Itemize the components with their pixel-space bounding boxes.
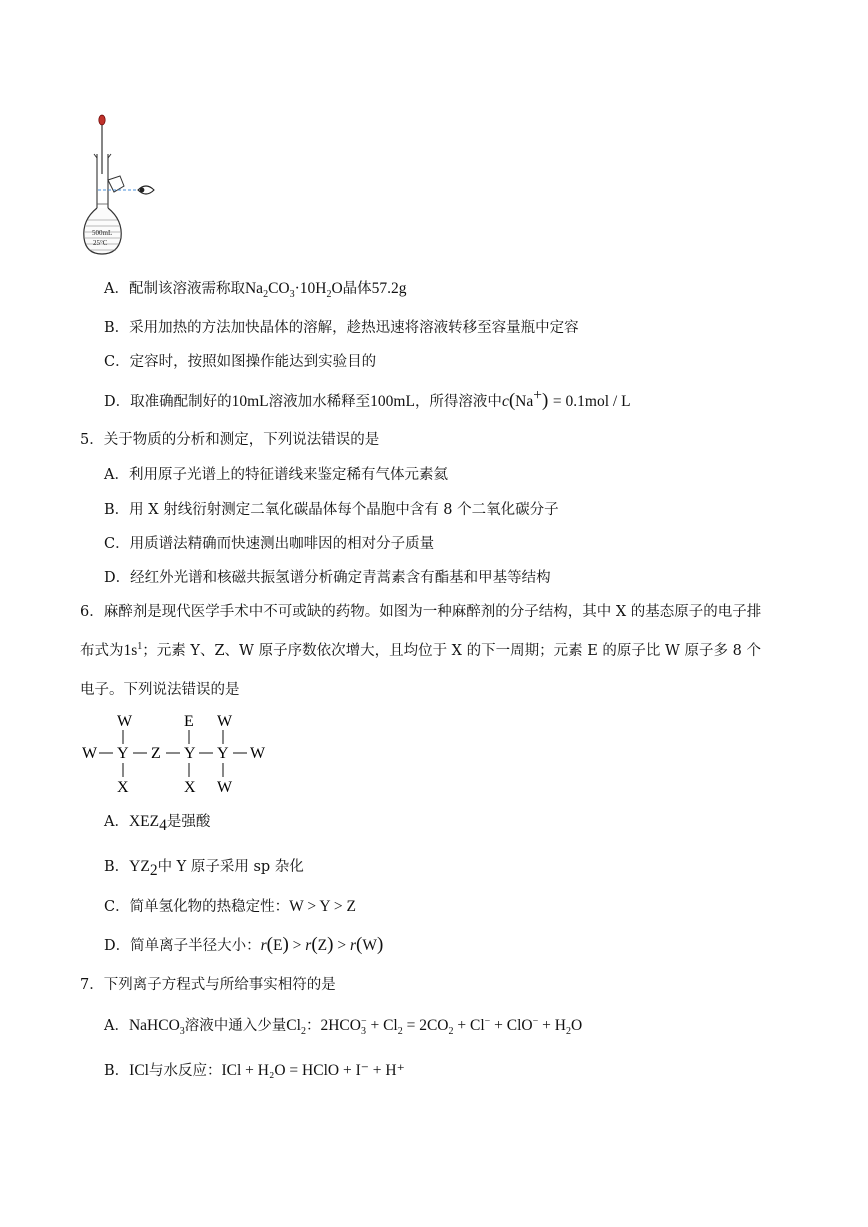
atom-bottom-x1: X — [117, 779, 129, 796]
atom-top-e: E — [184, 713, 194, 730]
q6-option-b: B．$YZ_2$中 Y 原子采用 sp 杂化 — [104, 858, 304, 879]
q4-option-d: D．取准确配制好的10mL溶液加水稀释至100mL，所得溶液中c(Na+) = 0.1mol / L — [104, 387, 631, 411]
atom-top-w2: W — [217, 713, 233, 730]
q6-stem-line1: 6．麻醉剂是现代医学手术中不可或缺的药物。如图为一种麻醉剂的分子结构，其中 X 的基态原子的电子排 — [80, 604, 762, 620]
q5-option-b: B．用 X 射线衍射测定二氧化碳晶体每个晶胞中含有 8 个二氧化碳分子 — [104, 502, 559, 518]
q6-option-c: C．简单氢化物的热稳定性：W > Y > Z — [104, 898, 356, 915]
q6-option-a: A．$XEZ_4$是强酸 — [104, 813, 211, 834]
atom-top-w1: W — [117, 713, 133, 730]
q4-option-c: C．定容时，按照如图操作能达到实验目的 — [104, 354, 377, 370]
atom-mid-z: Z — [151, 745, 161, 762]
atom-bottom-x2: X — [184, 779, 196, 796]
dropper-bulb — [99, 115, 105, 125]
volumetric-flask-figure — [78, 108, 168, 260]
q7-option-a: A．NaHCO$_3$溶液中通入少量$Cl_2$：$2HCO_3^- + Cl_2 = 2CO_2 + Cl^- + ClO^- + H_2O$ — [104, 1015, 583, 1038]
q4-option-a — [104, 279, 407, 299]
q5-option-a: A．利用原子光谱上的特征谱线来鉴定稀有气体元素氦 — [104, 467, 448, 483]
q7-stem: 7．下列离子方程式与所给事实相符的是 — [80, 977, 336, 993]
molecular-structure — [80, 710, 280, 798]
eye-icon — [138, 186, 154, 194]
q6-option-d: D．简单离子半径大小：r(E) > r(Z) > r(W) — [104, 934, 384, 955]
q4-option-b: B．采用加热的方法加快晶体的溶解，趁热迅速将溶液转移至容量瓶中定容 — [104, 320, 579, 336]
q5-option-c: C．用质谱法精确而快速测出咖啡因的相对分子质量 — [104, 536, 435, 552]
q4-a-suffix: 晶体 — [342, 281, 372, 297]
q7-option-b: B．ICl与水反应：ICl + H₂O = HClO + I⁻ + H⁺ — [104, 1062, 405, 1079]
atom-mid-y2: Y — [184, 745, 196, 762]
atom-bottom-w: W — [217, 779, 233, 796]
atom-mid-y3: Y — [217, 745, 229, 762]
q5-option-d: D．经红外光谱和核磁共振氢谱分析确定青蒿素含有酯基和甲基等结构 — [104, 570, 551, 586]
q6-stem-line2: 布式为$1s^1$；元素 Y、Z、W 原子序数依次增大，且均位于 X 的下一周期；元素 E 的原子比 W 原子多 8 个 — [80, 640, 761, 659]
q4-a-mass: 57.2g — [371, 280, 407, 297]
q4-a-formula: $Na_2CO_3\cdot 10H_2O$ — [244, 280, 343, 301]
flask-volume-label: 500mL — [92, 229, 113, 237]
atom-mid-y1: Y — [117, 745, 129, 762]
atom-mid-w2: W — [250, 745, 266, 762]
q5-stem: 5．关于物质的分析和测定，下列说法错误的是 — [80, 432, 380, 448]
flask-temp-label: 25°C — [93, 239, 108, 247]
q4-a-text: A．配制该溶液需称取 — [104, 281, 245, 297]
q6-stem-line3: 电子。下列说法错误的是 — [80, 682, 240, 698]
atom-mid-w1: W — [82, 745, 98, 762]
